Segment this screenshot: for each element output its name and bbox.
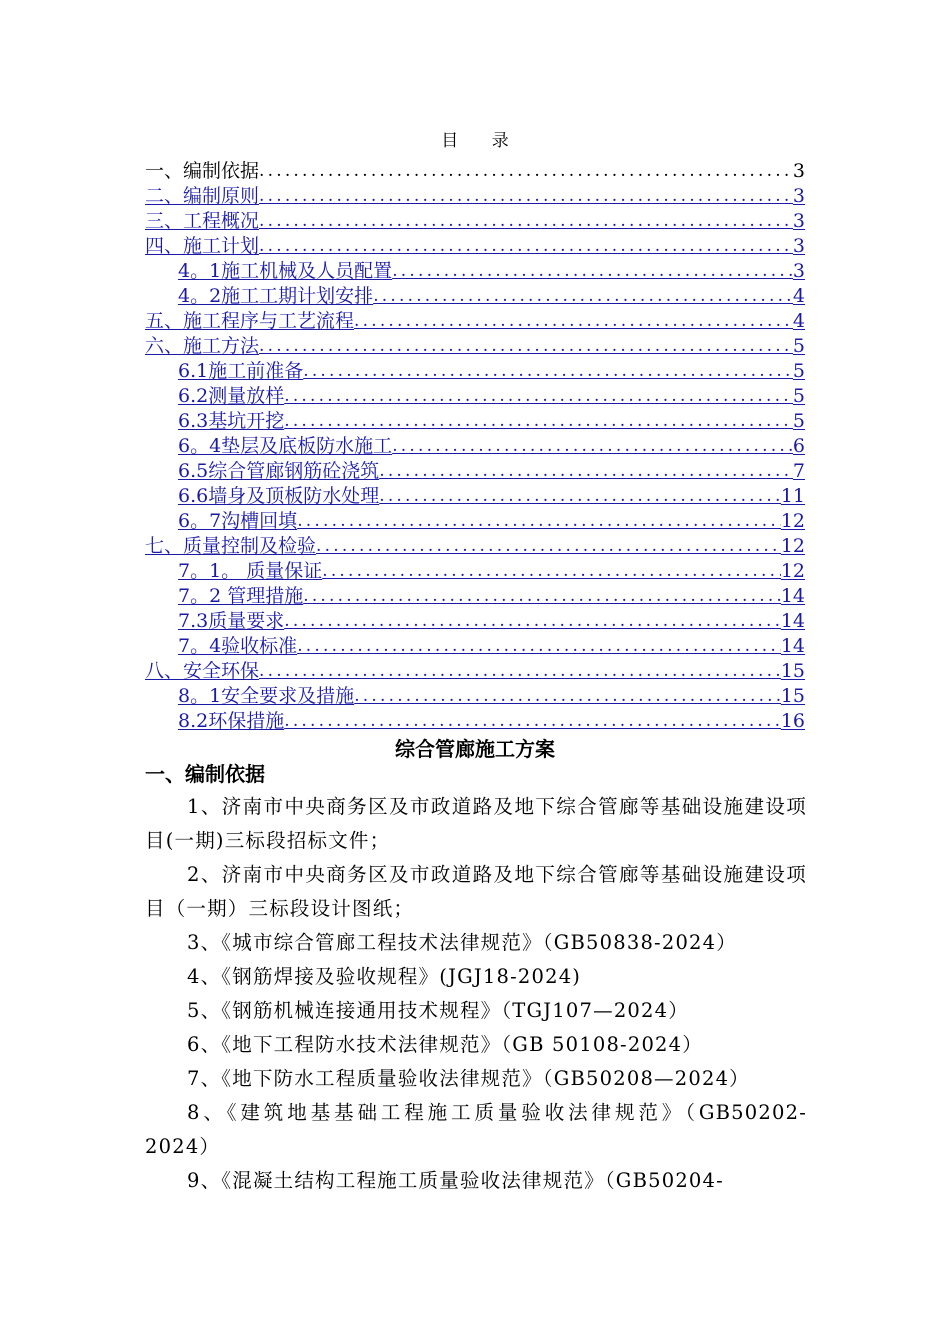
section-heading: 一、编制依据: [145, 762, 265, 786]
toc-leader-dots: [284, 709, 781, 733]
toc-leader-dots: [297, 509, 781, 533]
toc-entry[interactable]: [145, 708, 805, 733]
toc-leader-dots: [303, 359, 793, 383]
toc-leader-dots: [316, 534, 781, 558]
table-of-contents: [145, 158, 805, 733]
toc-leader-dots: [259, 209, 793, 233]
toc-leader-dots: [303, 584, 781, 608]
toc-entry-page: 11: [780, 485, 805, 507]
toc-leader-dots: [379, 484, 781, 508]
toc-entry-label: 7。4验收标准: [178, 635, 298, 657]
toc-entry[interactable]: [145, 683, 805, 708]
toc-entry-page: 3: [792, 235, 805, 257]
toc-entry-page: 12: [780, 510, 805, 532]
toc-entry-page: 3: [792, 185, 805, 207]
body-paragraph: 3、《城市综合管廊工程技术法律规范》（GB50838-2024）: [187, 931, 737, 954]
toc-leader-dots: [259, 334, 793, 358]
toc-leader-dots: [373, 284, 793, 308]
toc-entry-label: 6.5综合管廊钢筋砼浇筑: [178, 460, 380, 482]
toc-entry-page: 16: [780, 710, 805, 732]
toc-entry-page: 4: [792, 310, 805, 332]
toc-entry-label: 二、编制原则: [145, 185, 260, 207]
toc-entry-label: 6.1施工前准备: [178, 360, 304, 382]
toc-entry-label: 7。1。 质量保证: [178, 560, 323, 582]
body-paragraph: 4、《钢筋焊接及验收规程》(JGJ18-2024): [187, 965, 582, 988]
toc-entry[interactable]: [145, 333, 805, 358]
toc-entry-label: 4。1施工机械及人员配置: [178, 260, 393, 282]
toc-entry[interactable]: [145, 408, 805, 433]
toc-leader-dots: [259, 659, 781, 683]
toc-entry[interactable]: [145, 233, 805, 258]
toc-entry[interactable]: [145, 183, 805, 208]
toc-entry-page: 3: [792, 160, 805, 182]
body-paragraph: 7、《地下防水工程质量验收法律规范》（GB50208—2024）: [187, 1067, 750, 1090]
toc-entry-label: 五、施工程序与工艺流程: [145, 310, 355, 332]
toc-entry-page: 3: [792, 210, 805, 232]
body-paragraph: 5、《钢筋机械连接通用技术规程》（TGJ107—2024）: [187, 999, 689, 1022]
toc-entry[interactable]: [145, 508, 805, 533]
toc-entry-label: 七、质量控制及检验: [145, 535, 317, 557]
toc-entry-label: 6.2测量放样: [178, 385, 285, 407]
toc-entry-page: 5: [792, 410, 805, 432]
toc-entry-label: 三、工程概况: [145, 210, 260, 232]
body-paragraph: 2、济南市中央商务区及市政道路及地下综合管廊等基础设施建设项目（一期）三标段设计图纸；: [145, 863, 807, 920]
toc-entry-label: 7.3质量要求: [178, 610, 285, 632]
toc-entry-page: 12: [780, 560, 805, 582]
toc-entry-page: 5: [792, 385, 805, 407]
toc-entry-label: 八、安全环保: [145, 660, 260, 682]
toc-entry[interactable]: [145, 258, 805, 283]
toc-entry-label: 四、施工计划: [145, 235, 260, 257]
toc-entry[interactable]: [145, 283, 805, 308]
document-body: [145, 790, 807, 1198]
toc-leader-dots: [284, 384, 793, 408]
toc-entry[interactable]: [145, 583, 805, 608]
document-title: 综合管廊施工方案: [395, 737, 555, 761]
toc-entry-page: 15: [780, 685, 805, 707]
toc-entry-label: 8.2环保措施: [178, 710, 285, 732]
toc-entry-page: 6: [792, 435, 805, 457]
toc-entry[interactable]: [145, 658, 805, 683]
toc-entry-page: 3: [792, 260, 805, 282]
toc-entry[interactable]: [145, 483, 805, 508]
toc-entry-label: 六、施工方法: [145, 335, 260, 357]
toc-entry-page: 12: [780, 535, 805, 557]
toc-entry-label: 6.6墙身及顶板防水处理: [178, 485, 380, 507]
toc-entry[interactable]: [145, 208, 805, 233]
toc-entry-page: 14: [780, 610, 805, 632]
toc-leader-dots: [354, 309, 793, 333]
toc-entry-label: 6。4垫层及底板防水施工: [178, 435, 393, 457]
toc-title: 目 录: [441, 131, 523, 151]
toc-leader-dots: [392, 259, 793, 283]
toc-entry[interactable]: [145, 433, 805, 458]
toc-leader-dots: [259, 159, 793, 183]
toc-entry[interactable]: [145, 383, 805, 408]
toc-leader-dots: [297, 634, 781, 658]
toc-leader-dots: [259, 234, 793, 258]
toc-leader-dots: [284, 609, 781, 633]
toc-leader-dots: [354, 684, 781, 708]
toc-entry[interactable]: [145, 358, 805, 383]
toc-leader-dots: [379, 459, 793, 483]
toc-entry[interactable]: [145, 458, 805, 483]
toc-entry[interactable]: [145, 308, 805, 333]
body-paragraph: 6、《地下工程防水技术法律规范》（GB 50108-2024）: [187, 1033, 703, 1056]
toc-entry: [145, 158, 805, 183]
toc-entry-page: 14: [780, 635, 805, 657]
body-paragraph: 9、《混凝土结构工程施工质量验收法律规范》（GB50204-: [187, 1169, 724, 1192]
toc-entry-page: 5: [792, 360, 805, 382]
toc-entry-label: 8。1安全要求及措施: [178, 685, 355, 707]
toc-entry-label: 6。7沟槽回填: [178, 510, 298, 532]
toc-entry-page: 14: [780, 585, 805, 607]
toc-entry-page: 4: [792, 285, 805, 307]
toc-entry-label: 4。2施工工期计划安排: [178, 285, 374, 307]
toc-leader-dots: [322, 559, 781, 583]
toc-entry-page: 15: [780, 660, 805, 682]
body-paragraph: 1、济南市中央商务区及市政道路及地下综合管廊等基础设施建设项目(一期)三标段招标文件；: [145, 795, 807, 852]
toc-leader-dots: [392, 434, 793, 458]
body-paragraph: 8、《建筑地基基础工程施工质量验收法律规范》（GB50202-2024）: [145, 1101, 807, 1158]
toc-entry[interactable]: [145, 533, 805, 558]
toc-entry[interactable]: [145, 558, 805, 583]
toc-entry-label: 6.3基坑开挖: [178, 410, 285, 432]
toc-entry-label: 一、编制依据: [145, 160, 260, 182]
toc-leader-dots: [284, 409, 793, 433]
toc-entry-page: 5: [792, 335, 805, 357]
toc-entry[interactable]: [145, 633, 805, 658]
toc-entry[interactable]: [145, 608, 805, 633]
toc-entry-page: 7: [792, 460, 805, 482]
toc-leader-dots: [259, 184, 793, 208]
toc-entry-label: 7。2 管理措施: [178, 585, 304, 607]
